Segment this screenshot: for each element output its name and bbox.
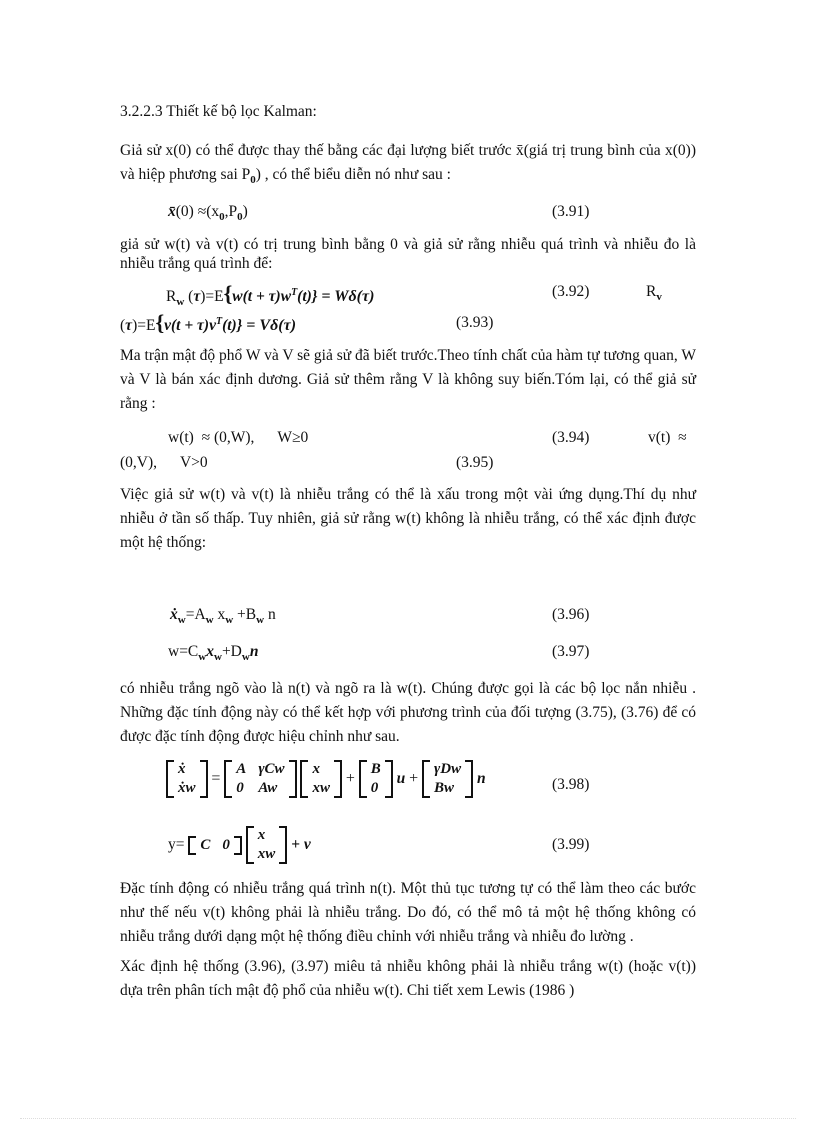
equation-3-97: $w=C_wx_w+D_wn$ [168,643,259,663]
equation-number-3-96: (3.96) [552,606,590,623]
paragraph-3: Ma trận mật độ phổ W và V sẽ giả sử đã biết trước.Theo tính chất của hàm tự tương quan, W và V là bán xác định dương. Giả sử thêm rằng V là không suy biến.Tóm lại, có thể giả sử rằng : [120,347,696,412]
system-matrix: A γCw 0 Aw [224,760,296,798]
equation-number-3-93: (3.93) [456,314,494,331]
equation-number-3-94: (3.94) [552,429,590,446]
equation-number-3-91: (3.91) [552,203,590,220]
paragraph-2: giả sử w(t) và v(t) có trị trung bình bằng 0 và giả sử rằng nhiễu quá trình và nhiễu đo là nhiễu trắng quá trình để: [120,236,696,272]
equation-3-93: $(\tau)=E\{v(t + \tau)v^T(t)\} = V\delta(\tau)$ [120,310,297,335]
section-heading: 3.2.2.3 Thiết kế bộ lọc Kalman: [120,103,317,120]
equation-trail-R-v: $R_v$ [646,283,662,303]
equation-3-95: (0,V), V>0 [120,454,208,471]
equation-number-3-98: (3.98) [552,776,590,793]
page-bottom-divider [20,1118,796,1119]
equation-trail-v: v(t) ≈ [648,429,687,446]
paragraph-6: Đặc tính động có nhiễu trắng quá trình n(t). Một thủ tục tương tự có thể làm theo các bước như thế nếu v(t) không phải là nhiễu trắng. Do đó, có thể mô tả một hệ thống không có nhiễu trắng dưới dạng một hệ thống điều chỉnh với nhiễu trắng và nhiễu đo lường . [120,880,696,945]
equation-3-94: w(t) ≈ (0,W), W≥0 [168,429,309,446]
paragraph-1: Giả sử x(0) có thể được thay thế bằng các đại lượng biết trước x̄(giá trị trung bình của x(0)) và hiệp phương sai $P_0$) , có thể biểu diễn nó như sau : [120,142,696,186]
equation-3-99: y= C 0 x xw + v [168,827,311,862]
paragraph-7: Xác định hệ thống (3.96), (3.97) miêu tả nhiễu không phải là nhiễu trắng w(t) (hoặc v(t)) dựa trên phân tích mật độ phổ của nhiễu w(t). Chi tiết xem Lewis (1986 ) [120,958,696,999]
equation-number-3-95: (3.95) [456,454,494,471]
equation-3-96: $ẋ_w=A_w$ $x_w +B_w$ n [170,606,276,626]
equation-number-3-99: (3.99) [552,836,590,853]
paragraph-5: có nhiễu trắng ngõ vào là n(t) và ngõ ra là w(t). Chúng được gọi là các bộ lọc nắn nhiễu . Những đặc tính động này có thể kết hợp với phương trình của đối tượng (3.75), (3.76) để có được đặc tính động được hiệu chỉnh như sau. [120,680,696,745]
equation-3-91: x̄(0) $\approx(x_0,P_0)$ [168,203,248,223]
output-matrix: C 0 [188,836,242,855]
input-matrix: B 0 [359,760,393,798]
state-derivative-vector: ẋ ẋw [166,760,208,798]
augmented-state-vector: x xw [246,826,288,864]
equation-number-3-97: (3.97) [552,643,590,660]
equation-3-92: $R_w$ $(\tau)=E\{w(t + \tau)w^T(t)\} = W\delta(\tau)$ [166,281,375,308]
state-vector: x xw [300,760,342,798]
equation-3-98: ẋ ẋw = A γCw 0 Aw x xw + B 0 u + γDw Bw n [166,760,486,798]
equation-number-3-92: (3.92) [552,283,590,300]
paragraph-4: Việc giả sử w(t) và v(t) là nhiễu trắng có thể là xấu trong một vài ứng dụng.Thí dụ như nhiễu ở tần số thấp. Tuy nhiên, giả sử rằng w(t) không là nhiễu trắng, có thể xác định được một hệ thống: [120,486,696,551]
noise-matrix: γDw Bw [422,760,473,798]
